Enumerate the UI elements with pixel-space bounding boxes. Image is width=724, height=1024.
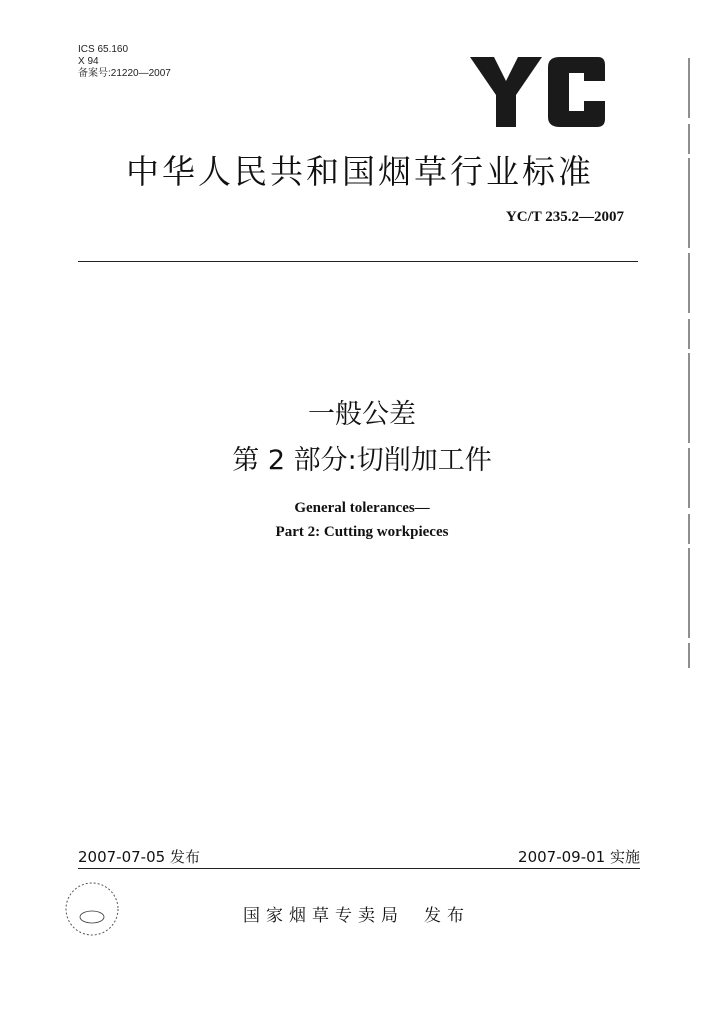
subject-title-cn-line2: 第 2 部分:切削加工件 <box>232 445 492 476</box>
publisher-line <box>243 901 470 926</box>
classification-block <box>78 44 171 80</box>
subject-title-en-line2: Part 2: Cutting workpieces <box>275 524 449 540</box>
effective-date: 2007-09-01 实施 <box>518 848 640 866</box>
standard-number: YC/T 235.2—2007 <box>505 209 624 225</box>
binding-margin-line <box>688 58 690 668</box>
header-divider <box>78 261 638 262</box>
footer-divider <box>78 868 640 869</box>
standard-title: 中华人民共和国烟草行业标准 <box>126 152 594 191</box>
yc-logo <box>470 57 605 127</box>
category-code: X 94 <box>78 56 99 67</box>
anti-counterfeit-stamp-icon <box>63 880 121 938</box>
subject-title-cn-line1: 一般公差 <box>308 399 416 430</box>
publisher-name: 国家烟草专卖局 <box>243 906 404 926</box>
subject-title-en-line1: General tolerances— <box>294 500 430 516</box>
issue-date: 2007-07-05 发布 <box>78 848 200 866</box>
ics-code: ICS 65.160 <box>78 44 129 55</box>
publisher-action: 发布 <box>424 906 470 926</box>
filing-number: 备案号:21220—2007 <box>78 68 171 79</box>
